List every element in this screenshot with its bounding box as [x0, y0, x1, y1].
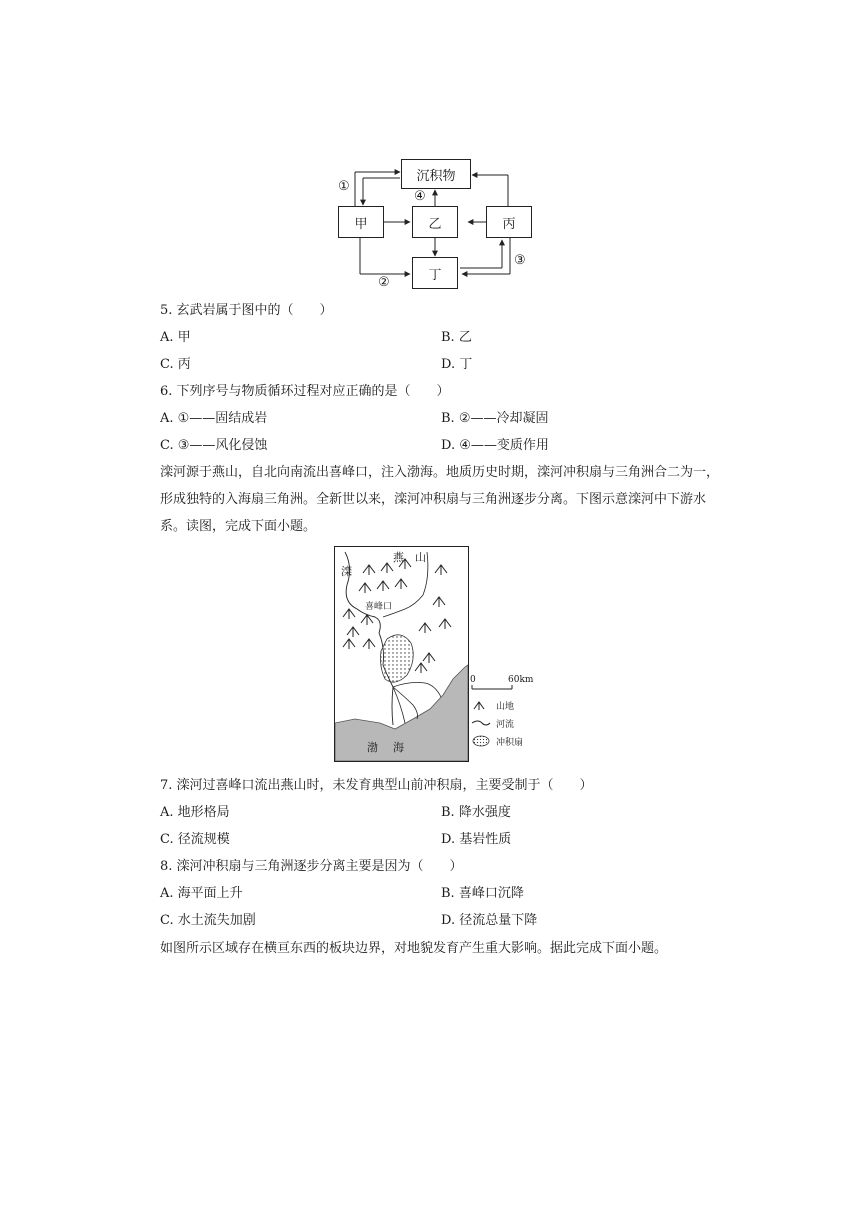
q8-option-c[interactable]: C. 水土流失加剧: [160, 913, 256, 928]
q6-option-b[interactable]: B. ②——冷却凝固: [441, 411, 549, 426]
q5-option-d[interactable]: D. 丁: [441, 357, 473, 372]
q8-option-a[interactable]: A. 海平面上升: [160, 886, 243, 901]
q5-option-c[interactable]: C. 丙: [160, 357, 191, 372]
legend-fan-symbol: [473, 736, 489, 746]
q5-option-b[interactable]: B. 乙: [441, 330, 472, 345]
label-1: ①: [338, 179, 350, 194]
q6-option-d[interactable]: D. ④——变质作用: [441, 438, 549, 453]
map-river-label: 滦: [341, 565, 352, 578]
q8-stem: 8. 滦河冲积扇与三角洲逐步分离主要是因为（ ）: [160, 859, 463, 874]
q6-stem: 6. 下列序号与物质循环过程对应正确的是（ ）: [160, 384, 450, 399]
box-yi: 乙: [412, 206, 458, 238]
q7-option-b[interactable]: B. 降水强度: [441, 805, 511, 820]
box-jia: 甲: [338, 206, 384, 238]
map-drawing: [335, 547, 468, 761]
legend-mountain-label: 山地: [496, 702, 515, 712]
legend-river-symbol: [472, 721, 490, 725]
map-legend: [470, 675, 560, 755]
passage-plate-boundary: 如图所示区域存在横亘东西的板块边界，对地貌发育产生重大影响。据此完成下面小题。: [160, 941, 668, 956]
scale-zero-label: 0: [470, 675, 476, 685]
box-sediment: 沉积物: [401, 159, 471, 189]
label-2: ②: [378, 275, 390, 290]
distributary-2: [393, 683, 441, 698]
q7-option-a[interactable]: A. 地形格局: [160, 805, 230, 820]
q6-option-c[interactable]: C. ③——风化侵蚀: [160, 438, 268, 453]
box-bing: 丙: [486, 206, 532, 238]
map-mountain-label-2: 山: [415, 551, 426, 564]
q5-option-a[interactable]: A. 甲: [160, 330, 191, 345]
legend-river-label: 河流: [496, 720, 515, 730]
label-4: ④: [414, 189, 426, 204]
q7-option-d[interactable]: D. 基岩性质: [441, 832, 512, 847]
q5-stem: 5. 玄武岩属于图中的（ ）: [160, 303, 333, 318]
rock-cycle-diagram: [330, 150, 540, 295]
q7-stem: 7. 滦河过喜峰口流出燕山时，未发育典型山前冲积扇，主要受制于（ ）: [160, 778, 593, 793]
alluvial-fan: [381, 635, 414, 682]
label-3: ③: [514, 253, 526, 268]
map-sea-label-1: 渤: [367, 741, 378, 754]
legend-fan-label: 冲积扇: [496, 738, 524, 748]
map-mountain-label-1: 燕: [393, 551, 404, 564]
map-sea-label-2: 海: [393, 741, 404, 754]
legend-mountain-symbol: [474, 702, 484, 710]
box-ding: 丁: [412, 257, 458, 289]
map-pass-label: 喜峰口: [365, 602, 393, 612]
distributary-1: [393, 687, 418, 719]
scale-max-label: 60km: [508, 675, 534, 685]
q7-option-c[interactable]: C. 径流规模: [160, 832, 230, 847]
q6-option-a[interactable]: A. ①——固结成岩: [160, 411, 268, 426]
q8-option-d[interactable]: D. 径流总量下降: [441, 913, 538, 928]
passage-luan-river: 滦河源于燕山，自北向南流出喜峰口，注入渤海。地质历史时期，滦河冲积扇与三角洲合二为一，形成独特的入海扇三角洲。全新世以来，滦河冲积扇与三角洲逐步分离。下图示意滦河中下游水系。读图，完成下面小题。: [160, 465, 720, 534]
q8-option-b[interactable]: B. 喜峰口沉降: [441, 886, 524, 901]
luan-river-map: [334, 546, 469, 762]
